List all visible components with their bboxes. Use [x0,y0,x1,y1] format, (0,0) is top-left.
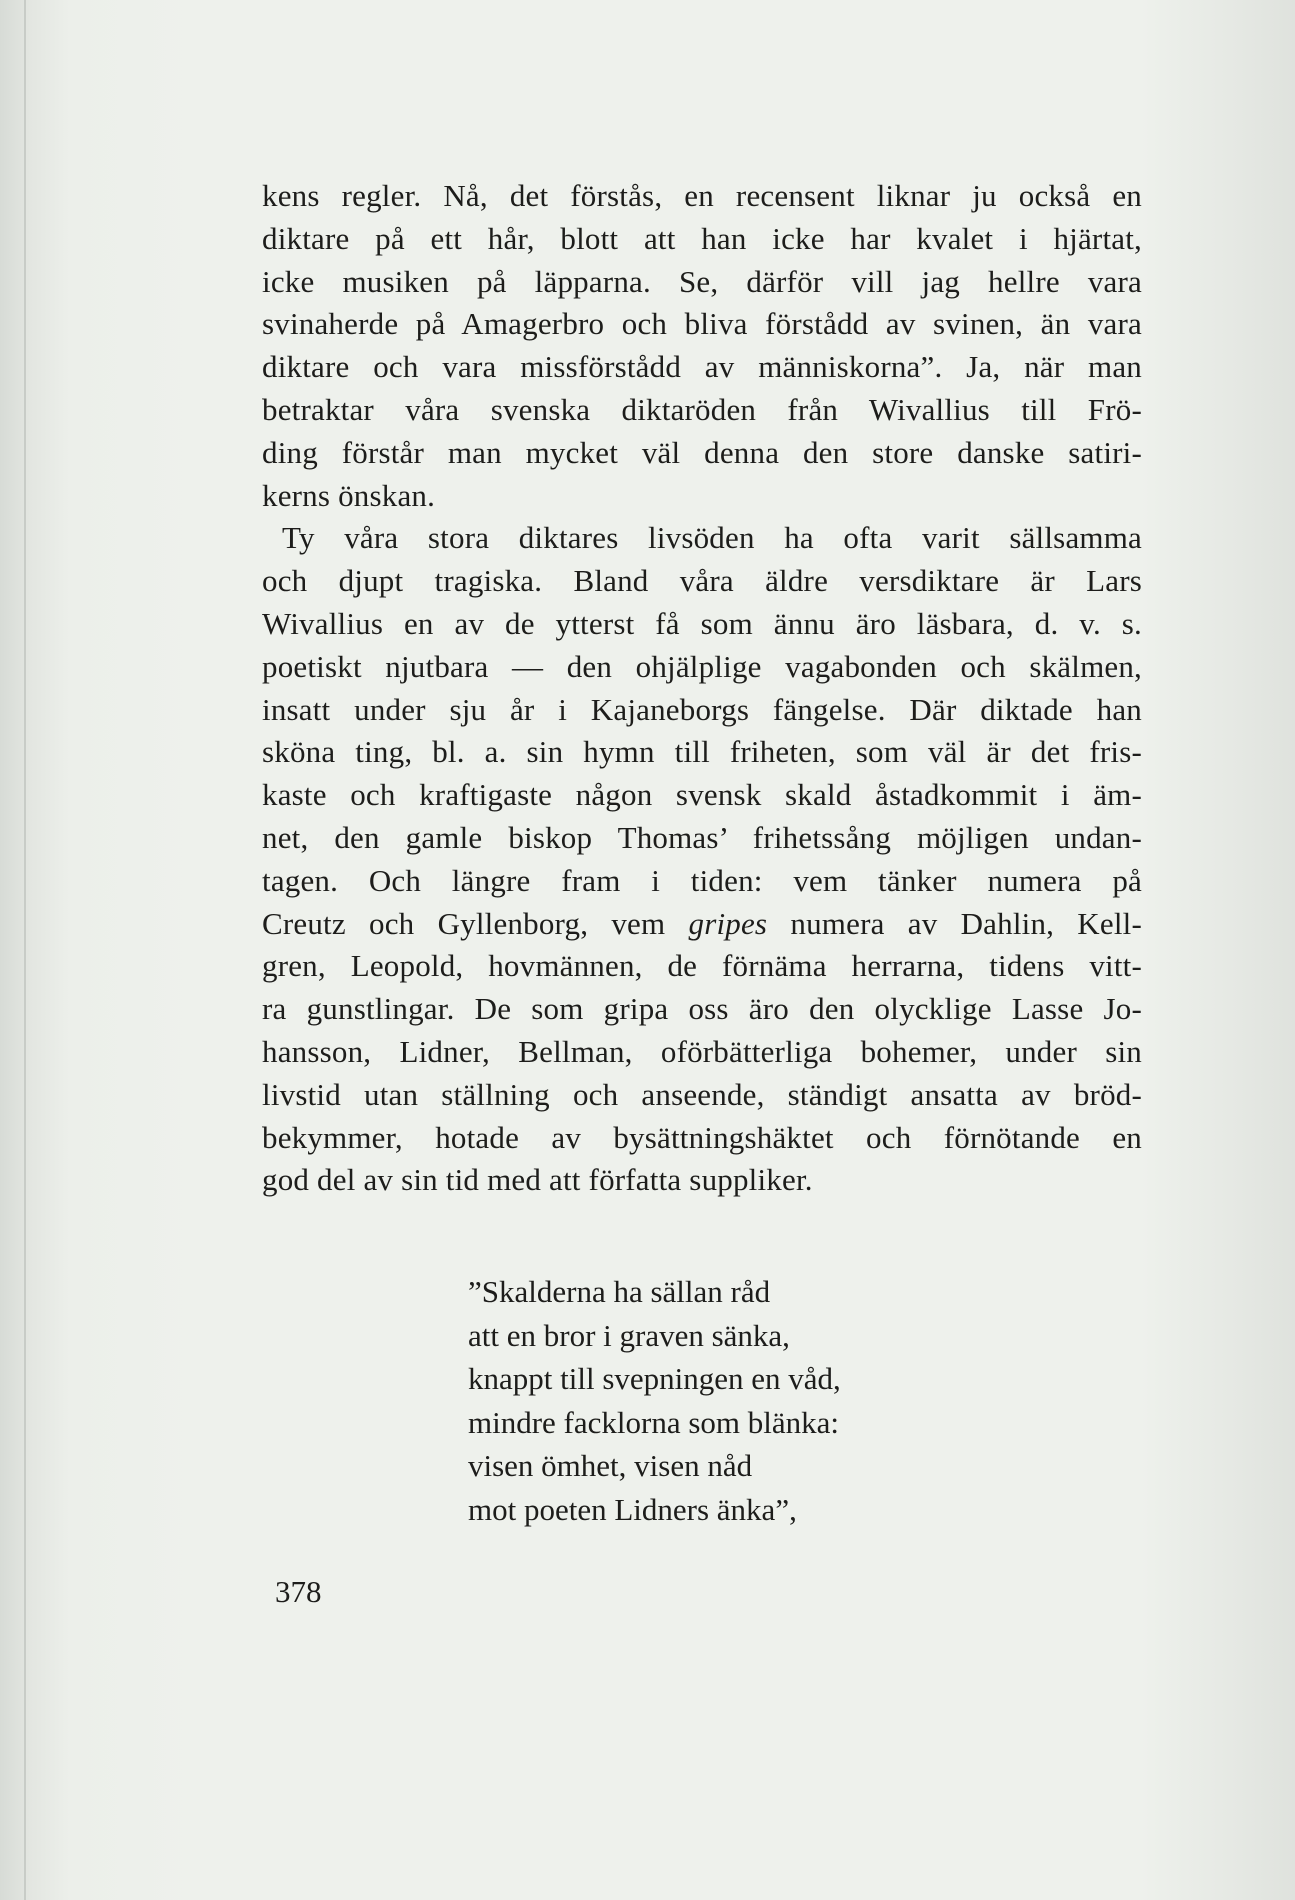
text-line: gren, Leopold, hovmännen, de förnäma herrarna, tidens vitt- [262,948,1142,984]
text-line: poetiskt njutbara — den ohjälplige vagabonden och skälmen, [262,648,1142,684]
verse-line: mindre facklorna som blänka: [468,1404,840,1440]
text-line: betraktar våra svenska diktaröden från Wivallius till Frö- [262,391,1142,427]
text-line: ra gunstlingar. De som gripa oss äro den olycklige Lasse Jo- [262,991,1142,1027]
italic-word: gripes [688,905,768,941]
text-line: bekymmer, hotade av bysättningshäktet och förnötande en [262,1119,1142,1155]
verse-line: mot poeten Lidners änka”, [468,1491,797,1527]
text-line: insatt under sju år i Kajaneborgs fängelse. Där diktade han [262,691,1142,727]
text-line: svinaherde på Amagerbro och bliva förstådd av svinen, än vara [262,306,1142,342]
text-line: ding förstår man mycket väl denna den store danske satiri- [262,434,1142,470]
text-line: diktare på ett hår, blott att han icke har kvalet i hjärtat, [262,220,1142,256]
text-line: kens regler. Nå, det förstås, en recensent liknar ju också en [262,178,1142,213]
binding-gutter [24,0,26,1900]
body-text [262,175,1142,1202]
text-line: Ty våra stora diktares livsöden ha ofta varit sällsamma [282,520,1142,556]
verse-quote [468,1270,841,1532]
text-line: och djupt tragiska. Bland våra äldre versdiktare är Lars [262,563,1142,599]
text-run: numera av Dahlin, Kell- [790,905,1142,941]
text-line: icke musiken på läpparna. Se, därför vill jag hellre vara [262,263,1142,299]
text-line: hansson, Lidner, Bellman, oförbätterliga bohemer, under sin [262,1033,1142,1069]
text-line: god del av sin tid med att författa suppliker. [262,1162,813,1198]
verse-line: ”Skalderna ha sällan råd [468,1274,771,1309]
verse-line: knappt till svepningen en våd, [468,1361,841,1397]
text-line: net, den gamle biskop Thomas’ frihetssång möjligen undan- [262,819,1142,855]
text-run: Creutz och Gyllenborg, vem [262,905,666,941]
text-line: tagen. Och längre fram i tiden: vem tänker numera på [262,862,1142,898]
text-line: kerns önskan. [262,477,436,513]
text-line: sköna ting, bl. a. sin hymn till friheten, som väl är det fris- [262,734,1142,770]
text-line: diktare och vara missförstådd av människorna”. Ja, när man [262,349,1142,385]
page-number: 378 [275,1574,322,1609]
verse-line: visen ömhet, visen nåd [468,1448,753,1484]
text-line-with-emphasis [262,903,1142,946]
text-line: kaste och kraftigaste någon svensk skald åstadkommit i äm- [262,777,1142,813]
verse-line: att en bror i graven sänka, [468,1317,790,1353]
text-line: livstid utan ställning och anseende, ständigt ansatta av bröd- [262,1076,1142,1112]
text-line: Wivallius en av de ytterst få som ännu äro läsbara, d. v. s. [262,605,1142,641]
